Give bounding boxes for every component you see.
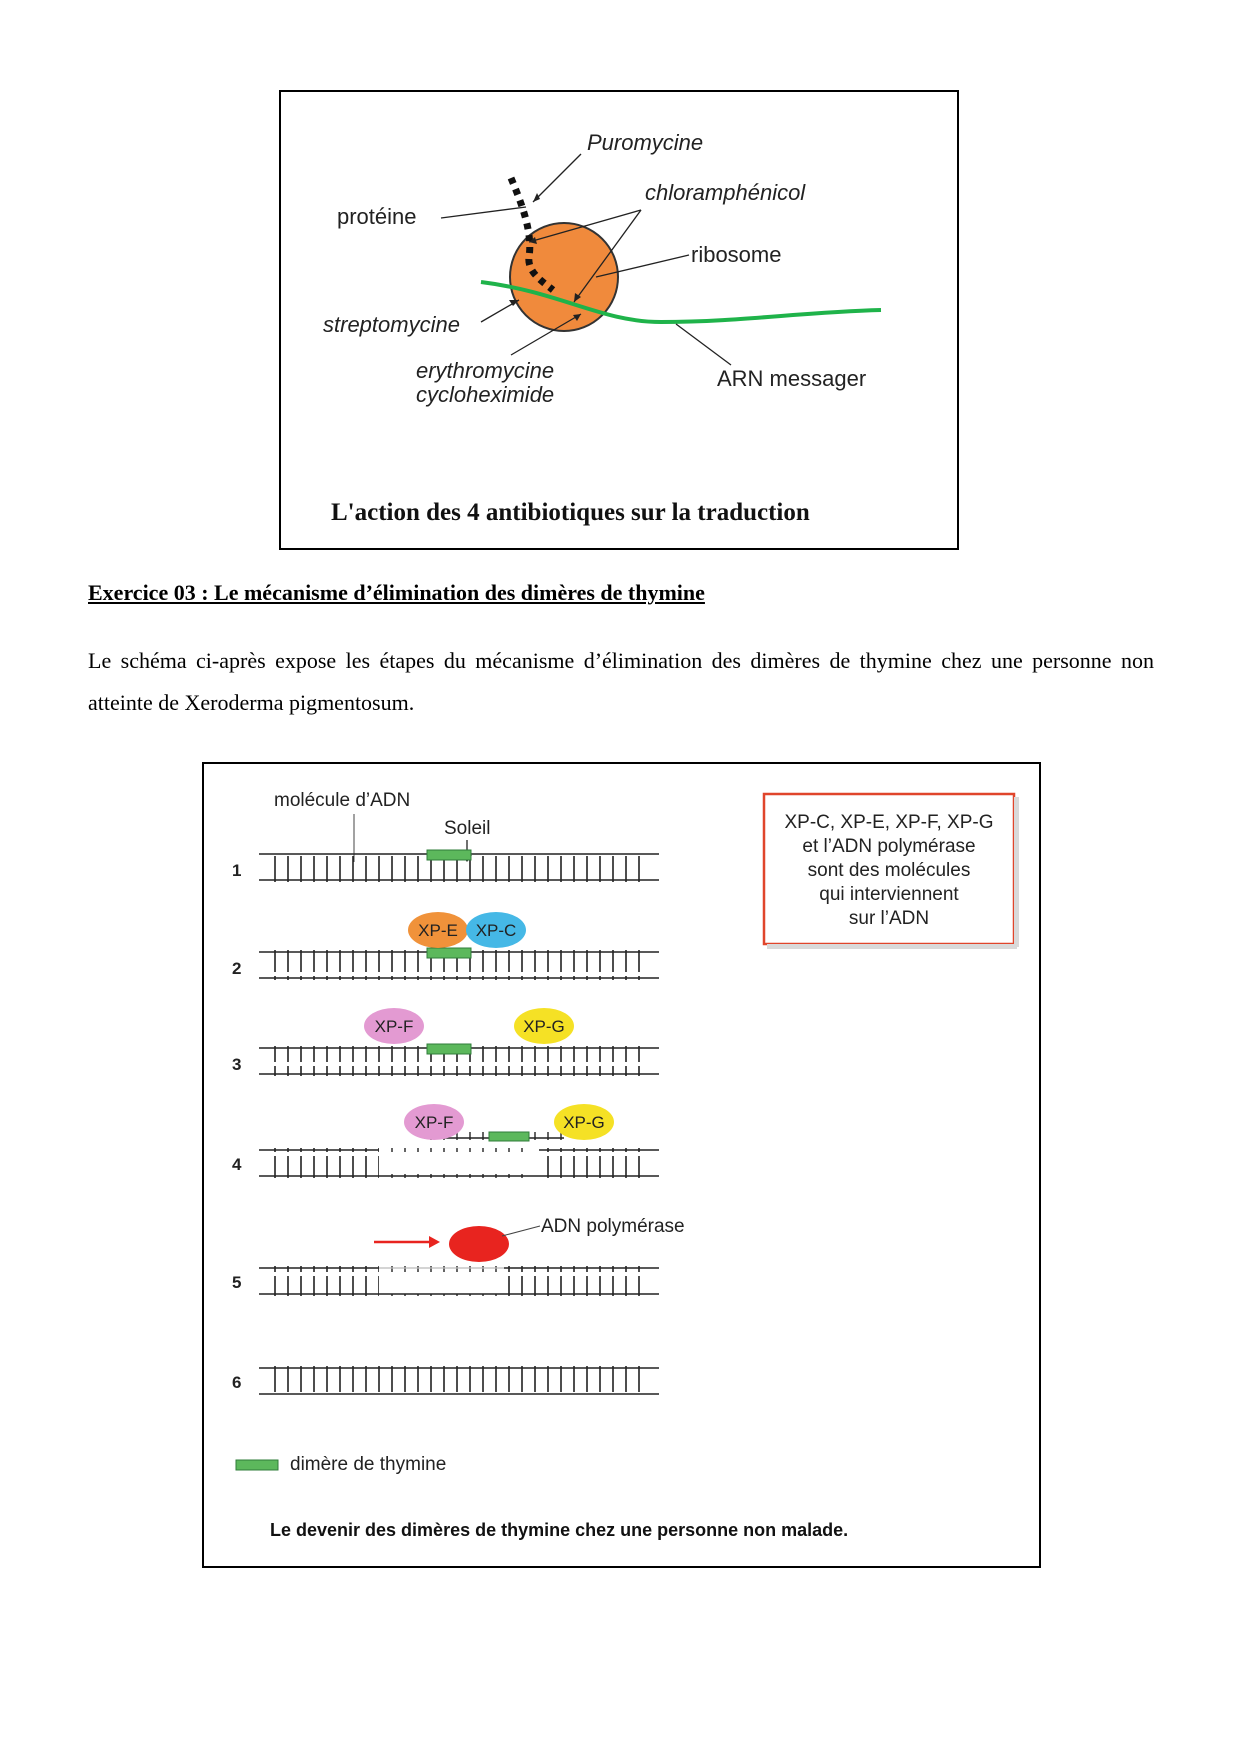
figure2-caption: Le devenir des dimères de thymine chez une personne non malade. xyxy=(270,1520,849,1540)
label-ribosome: ribosome xyxy=(691,242,782,267)
label-polymerase: ADN polymérase xyxy=(541,1216,685,1237)
label-proteine: protéine xyxy=(337,204,417,229)
label-xpe: XP-E xyxy=(418,921,458,940)
dna-strand-step-2 xyxy=(259,912,659,980)
dna-polymerase xyxy=(449,1226,509,1262)
antibiotics-diagram xyxy=(281,92,957,548)
step-number-5: 5 xyxy=(232,1273,242,1292)
label-xpg: XP-G xyxy=(523,1017,565,1036)
dna-strand-step-4 xyxy=(259,1104,659,1178)
label-erythromycine: erythromycine xyxy=(416,358,555,383)
info-line-1: XP-C, XP-E, XP-F, XP-G xyxy=(784,812,994,833)
label-streptomycine: streptomycine xyxy=(323,312,460,337)
label-chloramphenicol: chloramphénicol xyxy=(645,180,806,205)
label-sun: Soleil xyxy=(444,818,491,839)
dna-strand-step-1 xyxy=(259,850,659,882)
figure-antibiotics xyxy=(279,90,959,550)
label-dna-molecule: molécule d’ADN xyxy=(274,790,411,811)
step-number-2: 2 xyxy=(232,959,242,978)
info-line-5: sur l’ADN xyxy=(848,908,930,929)
dna-strand-step-3 xyxy=(259,1008,659,1076)
label-arn-messager: ARN messager xyxy=(717,366,867,391)
thymine-dimer xyxy=(489,1132,529,1141)
label-xpf-step4: XP-F xyxy=(414,1113,454,1132)
figure1-caption: L'action des 4 antibiotiques sur la traduction xyxy=(331,499,810,526)
exercise-paragraph: Le schéma ci-après expose les étapes du mécanisme d’élimination des dimères de thymine chez une personne non atteinte de Xeroderma pigmentosum. xyxy=(88,648,1154,715)
step-number-4: 4 xyxy=(232,1155,242,1174)
repair-diagram xyxy=(204,764,1039,1566)
label-cycloheximide: cycloheximide xyxy=(416,382,555,407)
info-line-4: qui interviennent xyxy=(819,884,959,905)
label-xpc: XP-C xyxy=(475,921,517,940)
step-number-6: 6 xyxy=(232,1373,242,1392)
step-number-3: 3 xyxy=(232,1055,242,1074)
label-puromycine: Puromycine xyxy=(587,130,704,155)
legend-dimer-swatch xyxy=(236,1460,278,1470)
label-xpg-step4: XP-G xyxy=(563,1113,605,1132)
step-number-1: 1 xyxy=(232,861,242,880)
legend-dimer-label: dimère de thymine xyxy=(290,1454,447,1475)
info-line-2: et l’ADN polymérase xyxy=(802,836,976,857)
info-line-3: sont des molécules xyxy=(807,860,971,881)
thymine-dimer xyxy=(427,850,471,860)
thymine-dimer xyxy=(427,948,471,958)
exercise-title: Exercice 03 : Le mécanisme d’élimination des dimères de thymine xyxy=(88,580,705,605)
thymine-dimer xyxy=(427,1044,471,1054)
dna-strand-step-6 xyxy=(259,1366,659,1396)
dna-strand-step-5 xyxy=(259,1216,685,1296)
figure-thymine-dimer-repair xyxy=(202,762,1041,1568)
label-xpf: XP-F xyxy=(374,1017,414,1036)
